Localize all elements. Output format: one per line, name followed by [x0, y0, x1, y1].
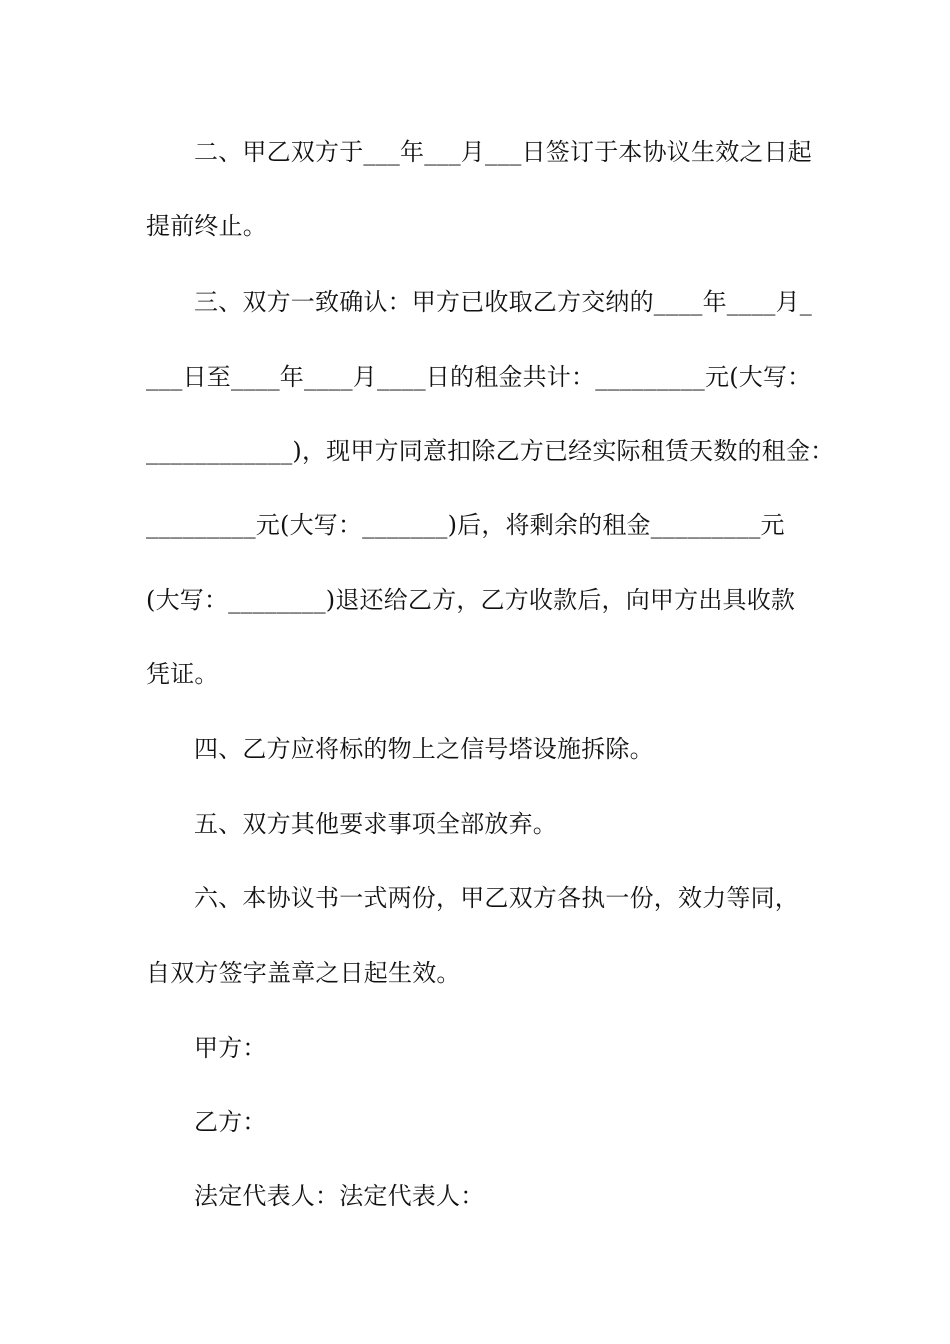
clause-6-line-1: 六、本协议书一式两份，甲乙双方各执一份，效力等同，: [194, 884, 799, 912]
party-a-signature: 甲方：: [194, 1034, 267, 1062]
clause-3-line-2: ___日至____年____月____日的租金共计：_________元(大写：: [146, 363, 812, 391]
clause-3-line-4: _________元(大写：_______)后，将剩余的租金_________元: [146, 511, 785, 539]
party-b-signature: 乙方：: [194, 1108, 267, 1136]
clause-3-line-3: ____________)，现甲方同意扣除乙方已经实际租赁天数的租金：: [146, 437, 835, 465]
clause-6-line-2: 自双方签字盖章之日起生效。: [146, 959, 461, 987]
legal-representatives: 法定代表人：法定代表人：: [194, 1182, 485, 1210]
clause-3-line-5: (大写：________)退还给乙方，乙方收款后，向甲方出具收款: [146, 586, 796, 614]
clause-3-line-1: 三、双方一致确认：甲方已收取乙方交纳的____年____月_: [194, 288, 812, 316]
clause-5: 五、双方其他要求事项全部放弃。: [194, 810, 557, 838]
clause-2-line-2: 提前终止。: [146, 212, 267, 240]
clause-4: 四、乙方应将标的物上之信号塔设施拆除。: [194, 735, 654, 763]
clause-3-line-6: 凭证。: [146, 660, 219, 688]
clause-2-line-1: 二、甲乙双方于___年___月___日签订于本协议生效之日起: [194, 138, 812, 166]
